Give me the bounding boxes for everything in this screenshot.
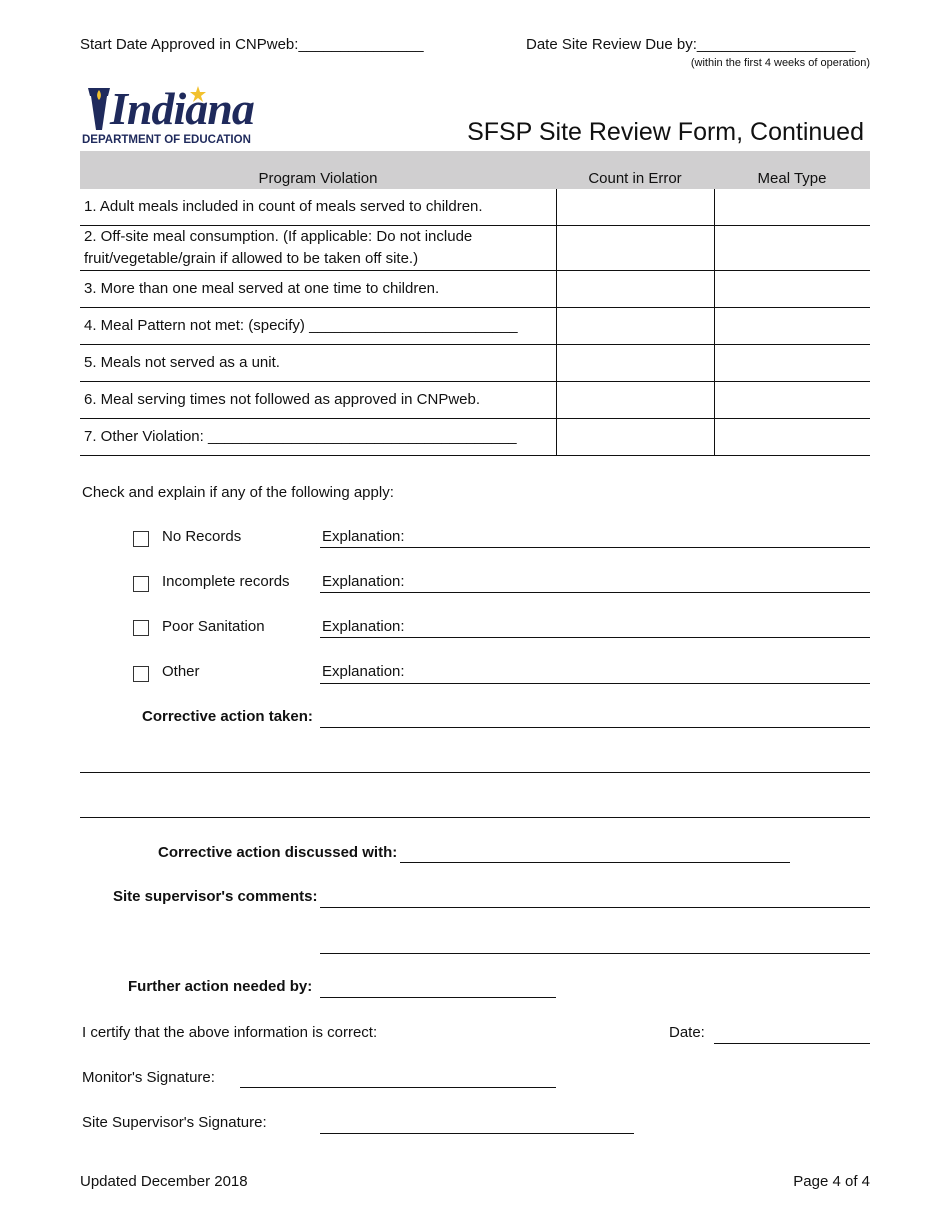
corrective-action-taken-label: Corrective action taken: xyxy=(142,708,313,725)
no-records-label: No Records xyxy=(162,528,242,545)
meal-type-cell[interactable] xyxy=(714,308,870,345)
further-action-label: Further action needed by: xyxy=(128,978,313,995)
further-action-field[interactable] xyxy=(320,997,556,998)
violation-text: 6. Meal serving times not followed as approved in CNPweb. xyxy=(80,382,556,419)
meal-type-cell[interactable] xyxy=(714,226,870,271)
supervisor-comments-field[interactable] xyxy=(320,907,870,908)
corrective-action-line-3[interactable] xyxy=(80,817,870,818)
monitor-signature-label: Monitor's Signature: xyxy=(82,1069,215,1086)
corrective-action-line-2[interactable] xyxy=(80,772,870,773)
supervisor-signature-label: Site Supervisor's Signature: xyxy=(82,1114,267,1131)
table-row xyxy=(80,271,870,308)
indiana-doe-logo xyxy=(80,84,275,148)
violation-text: 2. Off-site meal consumption. (If applicable: Do not include fruit/vegetable/grain if allowed to be taken off site.) xyxy=(80,226,556,271)
explanation-label: Explanation: xyxy=(322,573,405,590)
violation-text: 7. Other Violation: _____________________________________ xyxy=(80,419,556,456)
poor-sanitation-label: Poor Sanitation xyxy=(162,618,265,635)
incomplete-records-explanation-field[interactable] xyxy=(320,592,870,593)
certify-statement: I certify that the above information is correct: xyxy=(82,1024,378,1041)
form-title: SFSP Site Review Form, Continued xyxy=(467,118,864,146)
explanation-label: Explanation: xyxy=(322,618,405,635)
table-row xyxy=(80,382,870,419)
meal-type-cell[interactable] xyxy=(714,419,870,456)
review-due-note: (within the first 4 weeks of operation) xyxy=(690,57,870,69)
header-meal-type: Meal Type xyxy=(714,151,870,189)
table-row xyxy=(80,308,870,345)
corrective-action-discussed-field[interactable] xyxy=(400,862,790,863)
supervisor-comments-field-2[interactable] xyxy=(320,953,870,954)
no-records-checkbox[interactable] xyxy=(133,531,149,547)
count-in-error-cell[interactable] xyxy=(556,419,714,456)
table-row xyxy=(80,419,870,456)
meal-type-cell[interactable] xyxy=(714,382,870,419)
violation-text: 4. Meal Pattern not met: (specify) _________________________ xyxy=(80,308,556,345)
poor-sanitation-checkbox[interactable] xyxy=(133,620,149,636)
count-in-error-cell[interactable] xyxy=(556,382,714,419)
header-count-in-error: Count in Error xyxy=(556,151,714,189)
count-in-error-cell[interactable] xyxy=(556,271,714,308)
date-field[interactable] xyxy=(714,1043,870,1044)
supervisor-signature-field[interactable] xyxy=(320,1133,634,1134)
meal-type-cell[interactable] xyxy=(714,189,870,226)
start-date-label: Start Date Approved in CNPweb:_______________ xyxy=(80,36,424,53)
no-records-explanation-field[interactable] xyxy=(320,547,870,548)
logo-subtitle: DEPARTMENT OF EDUCATION xyxy=(82,134,251,146)
monitor-signature-field[interactable] xyxy=(240,1087,556,1088)
count-in-error-cell[interactable] xyxy=(556,308,714,345)
checks-intro: Check and explain if any of the following apply: xyxy=(82,484,394,501)
violation-text: 5. Meals not served as a unit. xyxy=(80,345,556,382)
table-row xyxy=(80,345,870,382)
date-label: Date: xyxy=(669,1024,705,1041)
page-number: Page 4 of 4 xyxy=(793,1173,870,1190)
updated-date: Updated December 2018 xyxy=(80,1173,248,1190)
review-due-label: Date Site Review Due by:___________________ xyxy=(526,36,856,53)
count-in-error-cell[interactable] xyxy=(556,226,714,271)
incomplete-records-checkbox[interactable] xyxy=(133,576,149,592)
other-explanation-field[interactable] xyxy=(320,683,870,684)
violation-text: 3. More than one meal served at one time to children. xyxy=(80,271,556,308)
count-in-error-cell[interactable] xyxy=(556,345,714,382)
logo-wordmark: Indiana xyxy=(110,83,254,134)
explanation-label: Explanation: xyxy=(322,528,405,545)
incomplete-records-label: Incomplete records xyxy=(162,573,290,590)
corrective-action-taken-field[interactable] xyxy=(320,727,870,728)
corrective-action-discussed-label: Corrective action discussed with: xyxy=(158,844,398,861)
explanation-label: Explanation: xyxy=(322,663,405,680)
supervisor-comments-label: Site supervisor's comments: xyxy=(113,888,318,905)
count-in-error-cell[interactable] xyxy=(556,189,714,226)
table-row xyxy=(80,226,870,271)
other-checkbox[interactable] xyxy=(133,666,149,682)
meal-type-cell[interactable] xyxy=(714,345,870,382)
meal-type-cell[interactable] xyxy=(714,271,870,308)
poor-sanitation-explanation-field[interactable] xyxy=(320,637,870,638)
table-row xyxy=(80,189,870,226)
other-label: Other xyxy=(162,663,200,680)
violation-text: 1. Adult meals included in count of meals served to children. xyxy=(80,189,556,226)
header-program-violation: Program Violation xyxy=(80,151,556,189)
violations-table xyxy=(80,151,870,456)
